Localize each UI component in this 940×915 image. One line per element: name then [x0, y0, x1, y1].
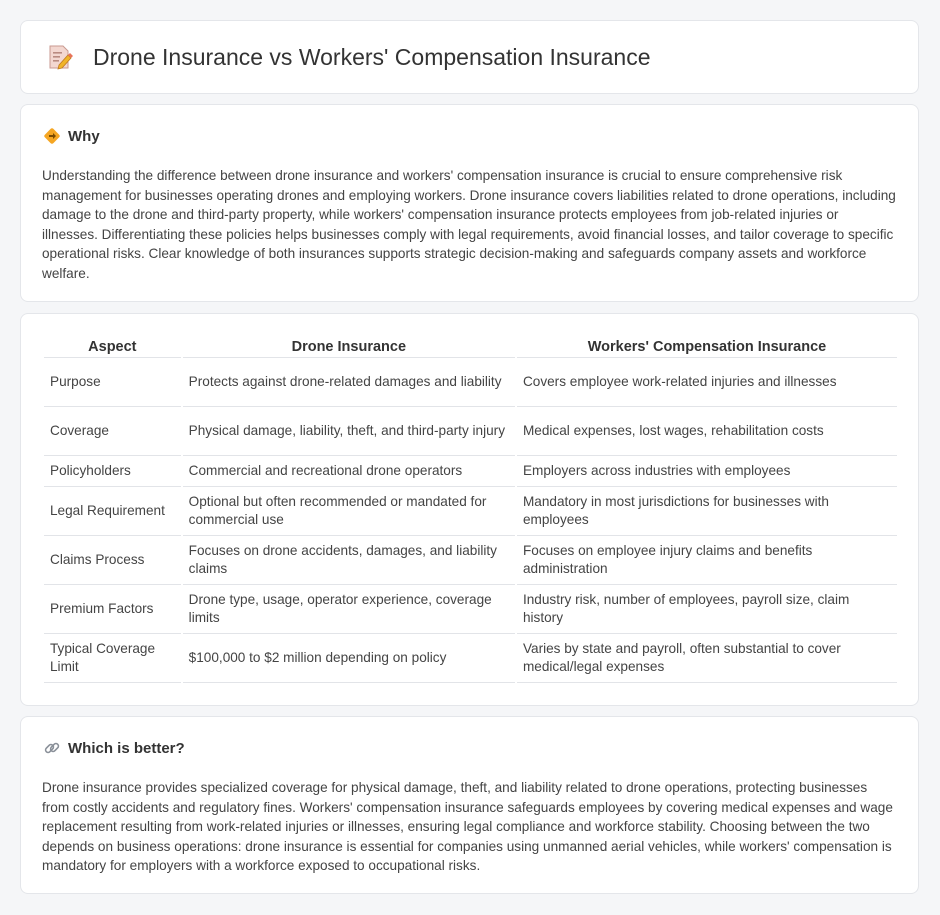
comparison-table-card — [20, 313, 919, 706]
better-header — [43, 739, 185, 757]
row-workers-value: Covers employee work-related injuries and illnesses — [517, 358, 897, 407]
row-drone-value: Drone type, usage, operator experience, coverage limits — [183, 585, 515, 634]
table-row — [44, 358, 897, 407]
table-row — [44, 407, 897, 456]
title-card — [20, 20, 919, 94]
header-aspect: Aspect — [44, 335, 181, 358]
document-edit-icon — [47, 43, 73, 71]
row-drone-value: Optional but often recommended or mandated for commercial use — [183, 487, 515, 536]
row-aspect: Premium Factors — [44, 585, 181, 634]
row-drone-value: Focuses on drone accidents, damages, and liability claims — [183, 536, 515, 585]
row-aspect: Purpose — [44, 358, 181, 407]
table-row — [44, 456, 897, 487]
which-is-better-section — [20, 716, 919, 894]
row-aspect: Policyholders — [44, 456, 181, 487]
row-workers-value: Employers across industries with employees — [517, 456, 897, 487]
row-drone-value: Physical damage, liability, theft, and third-party injury — [183, 407, 515, 456]
why-title: Why — [68, 127, 100, 145]
row-workers-value: Medical expenses, lost wages, rehabilitation costs — [517, 407, 897, 456]
row-workers-value: Varies by state and payroll, often substantial to cover medical/legal expenses — [517, 634, 897, 683]
row-drone-value: Protects against drone-related damages and liability — [183, 358, 515, 407]
link-icon — [43, 739, 61, 757]
diamond-direction-icon — [43, 127, 61, 145]
comparison-table — [42, 335, 899, 683]
better-title: Which is better? — [68, 739, 185, 757]
title-row — [47, 43, 651, 71]
row-aspect: Typical Coverage Limit — [44, 634, 181, 683]
row-aspect: Claims Process — [44, 536, 181, 585]
row-drone-value: $100,000 to $2 million depending on policy — [183, 634, 515, 683]
table-row — [44, 536, 897, 585]
table-row — [44, 487, 897, 536]
table-header-row — [44, 335, 897, 358]
better-text: Drone insurance provides specialized coverage for physical damage, theft, and liability related to drone operations, protecting businesses from costly accidents and regulatory fines. Workers' compensation insurance safeguards employees by covering medical expenses and wage replacement resulting from work-related injuries or illnesses, ensuring legal compliance and workforce stability. Choosing between the two depends on business operations: drone insurance is essential for companies using unmanned aerial vehicles, while workers' compensation is mandatory for employers with a workforce exposed to occupational risks. — [42, 780, 893, 873]
row-workers-value: Focuses on employee injury claims and benefits administration — [517, 536, 897, 585]
why-header — [43, 127, 100, 145]
why-text: Understanding the difference between drone insurance and workers' compensation insurance is crucial to ensure comprehensive risk management for businesses operating drones and employing workers. Drone insurance covers liabilities related to drone operations, including damage to the drone and third-party property, while workers' compensation insurance protects employees from job-related injuries or illnesses. Differentiating these policies helps businesses comply with legal requirements, avoid financial losses, and tailor coverage to specific operational risks. Clear knowledge of both insurances supports strategic decision-making and safeguards company assets and workforce welfare. — [42, 168, 896, 281]
row-workers-value: Industry risk, number of employees, payroll size, claim history — [517, 585, 897, 634]
row-drone-value: Commercial and recreational drone operators — [183, 456, 515, 487]
row-aspect: Coverage — [44, 407, 181, 456]
row-workers-value: Mandatory in most jurisdictions for businesses with employees — [517, 487, 897, 536]
row-aspect: Legal Requirement — [44, 487, 181, 536]
table-row — [44, 585, 897, 634]
table-row — [44, 634, 897, 683]
why-section — [20, 104, 919, 302]
page-title: Drone Insurance vs Workers' Compensation Insurance — [93, 43, 651, 70]
header-drone-insurance: Drone Insurance — [183, 335, 515, 358]
header-workers-compensation: Workers' Compensation Insurance — [517, 335, 897, 358]
